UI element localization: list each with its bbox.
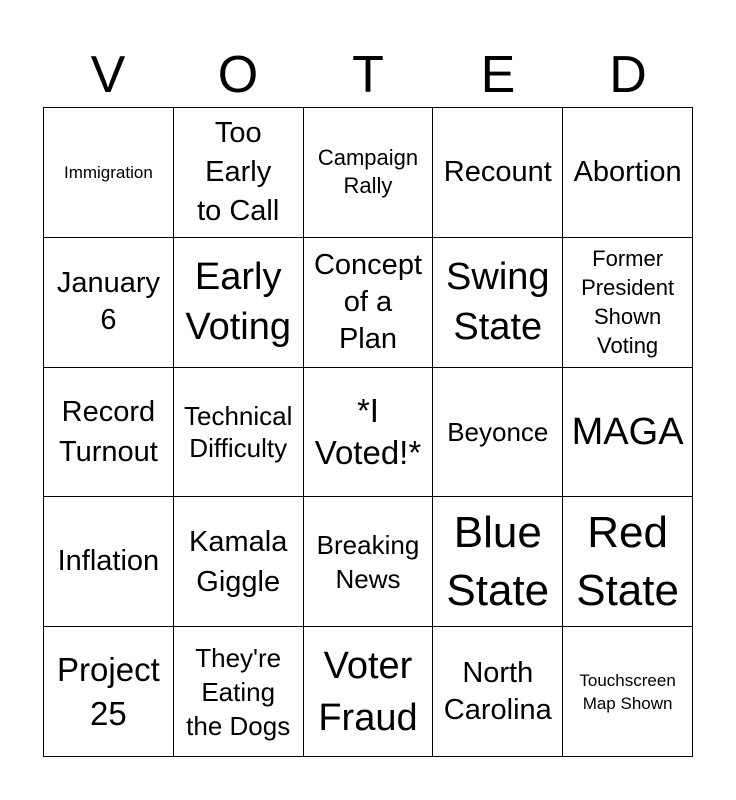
cell-label: Technical Difficulty: [183, 400, 293, 463]
cell-label: Immigration: [63, 162, 153, 182]
title-letter-e: E: [480, 46, 516, 104]
cell-label: Touchscreen Map Shown: [579, 670, 676, 713]
bingo-cell[interactable]: [563, 238, 693, 368]
cell-label: Concept of a Plan: [313, 248, 422, 355]
bingo-cell[interactable]: [44, 238, 174, 368]
bingo-cell[interactable]: [563, 368, 693, 498]
cell-label: They're Eating the Dogs: [186, 642, 291, 741]
bingo-cell[interactable]: [44, 108, 174, 238]
cell-label: Breaking News: [316, 529, 420, 594]
bingo-cell[interactable]: [563, 497, 693, 627]
title-letter-t: T: [352, 46, 384, 104]
title-letter-d: D: [609, 46, 647, 104]
cell-label: Project 25: [57, 650, 160, 732]
bingo-cell[interactable]: [174, 238, 304, 368]
bingo-cell[interactable]: [304, 627, 434, 757]
bingo-cell[interactable]: [433, 497, 563, 627]
cell-label: *I Voted!*: [314, 391, 422, 471]
bingo-cell[interactable]: [304, 368, 434, 498]
bingo-cell[interactable]: [174, 497, 304, 627]
cell-label: North Carolina: [443, 656, 552, 726]
bingo-cell[interactable]: [304, 497, 434, 627]
cell-label: January 6: [56, 267, 160, 337]
cell-label: Campaign Rally: [317, 145, 419, 199]
cell-label: Red State: [576, 507, 679, 615]
cell-label: Voter Fraud: [318, 644, 418, 739]
bingo-cell[interactable]: [433, 368, 563, 498]
cell-label: Recount: [443, 155, 552, 188]
cell-label: Beyonce: [447, 416, 549, 447]
cell-label: Former President Shown Voting: [581, 246, 675, 359]
cell-label: Too Early to Call: [197, 116, 280, 227]
cell-label: Blue State: [446, 507, 550, 615]
bingo-cell[interactable]: [563, 108, 693, 238]
bingo-cell[interactable]: [433, 238, 563, 368]
bingo-cell[interactable]: [44, 627, 174, 757]
bingo-cell[interactable]: [304, 108, 434, 238]
bingo-cell[interactable]: [44, 497, 174, 627]
bingo-board: [43, 107, 693, 757]
bingo-cell[interactable]: [174, 368, 304, 498]
cell-label: Early Voting: [185, 256, 292, 349]
cell-label: Swing State: [446, 256, 550, 349]
bingo-cell[interactable]: [433, 627, 563, 757]
bingo-title: [43, 44, 693, 106]
bingo-cell[interactable]: [304, 238, 434, 368]
bingo-cell[interactable]: [44, 368, 174, 498]
cell-label: Kamala Giggle: [189, 525, 288, 598]
bingo-cell[interactable]: [563, 627, 693, 757]
cell-label: Record Turnout: [58, 395, 158, 468]
cell-label: Inflation: [57, 545, 160, 578]
cell-label: Abortion: [573, 155, 682, 188]
bingo-cell[interactable]: [433, 108, 563, 238]
bingo-cell[interactable]: [174, 627, 304, 757]
bingo-cell[interactable]: [174, 108, 304, 238]
cell-label: MAGA: [571, 410, 684, 453]
title-letter-v: V: [90, 46, 126, 104]
title-letter-o: O: [217, 46, 259, 104]
